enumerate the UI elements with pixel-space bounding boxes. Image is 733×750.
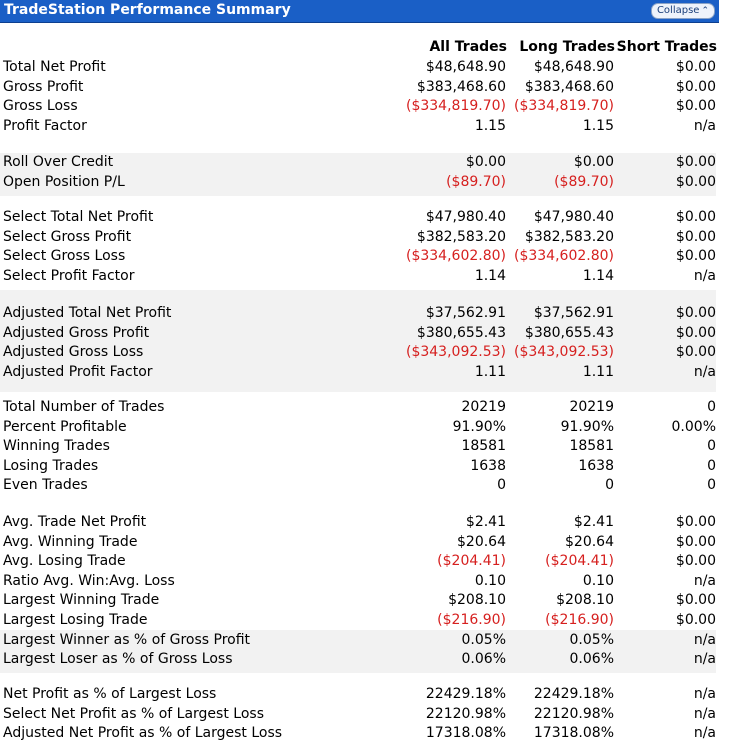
long-trades-value: 0.10 (582, 572, 614, 589)
all-trades-value: $47,980.40 (425, 209, 506, 225)
all-trades-value: 1.14 (474, 267, 506, 284)
row-label: Total Number of Trades (3, 399, 165, 415)
all-trades-value: ($204.41) (437, 553, 506, 570)
long-trades-value: 22120.98% (533, 705, 614, 722)
all-trades-value: $2.41 (465, 514, 506, 530)
table-row (0, 305, 716, 325)
table-row (0, 651, 716, 671)
all-trades-value: $382,583.20 (416, 228, 506, 245)
short-trades-value: $0.00 (675, 98, 716, 115)
short-trades-value: n/a (693, 572, 716, 589)
long-trades-value: ($343,092.53) (514, 344, 614, 361)
table-row (0, 229, 716, 249)
row-label: Largest Winning Trade (3, 592, 160, 609)
table-row (0, 514, 716, 534)
long-trades-value: $0.00 (573, 154, 614, 170)
long-trades-value: 91.90% (560, 418, 614, 435)
table-row (0, 325, 716, 345)
table-row (0, 573, 716, 593)
long-trades-value: 1.11 (582, 363, 614, 380)
row-label: Even Trades (3, 477, 88, 494)
all-trades-value: 22429.18% (425, 686, 506, 702)
short-trades-value: n/a (693, 267, 716, 284)
row-label: Total Net Profit (3, 59, 106, 75)
short-trades-value: $0.00 (675, 209, 716, 225)
all-trades-value: 1638 (470, 457, 506, 474)
long-trades-value: $2.41 (573, 514, 614, 530)
table-row (0, 725, 716, 745)
table-row (0, 477, 716, 497)
short-trades-value: $0.00 (675, 612, 716, 628)
all-trades-value: ($334,602.80) (406, 248, 506, 265)
short-trades-value: $0.00 (675, 344, 716, 361)
short-trades-value: $0.00 (675, 592, 716, 609)
table-row (0, 419, 716, 439)
long-trades-value: ($216.90) (545, 612, 614, 628)
row-label: Select Net Profit as % of Largest Loss (3, 705, 264, 722)
row-label: Percent Profitable (3, 418, 127, 435)
all-trades-value: ($216.90) (437, 612, 506, 628)
short-trades-value: $0.00 (675, 324, 716, 341)
all-trades-value: 18581 (461, 438, 506, 455)
table-row (0, 344, 716, 364)
short-trades-value: $0.00 (675, 59, 716, 75)
collapse-button[interactable] (651, 3, 715, 19)
short-trades-value: n/a (693, 651, 716, 668)
row-label: Avg. Losing Trade (3, 553, 126, 570)
row-label: Gross Profit (3, 78, 84, 95)
table-row (0, 174, 716, 194)
short-trades-value: n/a (693, 725, 716, 742)
long-trades-value: ($334,602.80) (514, 248, 614, 265)
table-row (0, 612, 716, 632)
long-trades-value: $382,583.20 (524, 228, 614, 245)
all-trades-value: 1.15 (474, 117, 506, 134)
short-trades-value: $0.00 (675, 173, 716, 190)
short-trades-value: $0.00 (675, 553, 716, 570)
table-row (0, 59, 716, 79)
row-label: Largest Winner as % of Gross Profit (3, 631, 251, 648)
table-row (0, 534, 716, 554)
row-label: Open Position P/L (3, 173, 125, 190)
table-row (0, 118, 716, 138)
row-label: Select Gross Loss (3, 248, 126, 265)
all-trades-value: $0.00 (465, 154, 506, 170)
long-trades-value: 20219 (569, 399, 614, 415)
all-trades-value: $380,655.43 (416, 324, 506, 341)
all-trades-value: ($343,092.53) (406, 344, 506, 361)
all-trades-value: 17318.08% (425, 725, 506, 742)
row-label: Profit Factor (3, 117, 87, 134)
short-trades-value: 0 (707, 399, 716, 415)
short-trades-value: 0 (707, 438, 716, 455)
table-row (0, 438, 716, 458)
row-label: Avg. Winning Trade (3, 533, 138, 550)
column-header-short-trades: Short Trades (616, 39, 717, 55)
row-label: Adjusted Gross Loss (3, 344, 144, 361)
all-trades-value: $208.10 (448, 592, 506, 609)
long-trades-value: 17318.08% (533, 725, 614, 742)
short-trades-value: n/a (693, 117, 716, 134)
row-label: Ratio Avg. Win:Avg. Loss (3, 572, 175, 589)
all-trades-value: ($89.70) (446, 173, 506, 190)
long-trades-value: $37,562.91 (533, 305, 614, 321)
short-trades-value: 0 (707, 477, 716, 494)
short-trades-value: n/a (693, 705, 716, 722)
all-trades-value: $383,468.60 (416, 78, 506, 95)
table-row (0, 154, 716, 174)
short-trades-value: $0.00 (675, 514, 716, 530)
long-trades-value: 0.05% (569, 631, 614, 648)
table-row (0, 209, 716, 229)
row-label: Adjusted Total Net Profit (3, 305, 172, 321)
all-trades-value: $37,562.91 (425, 305, 506, 321)
long-trades-value: 18581 (569, 438, 614, 455)
all-trades-value: $48,648.90 (425, 59, 506, 75)
row-label: Net Profit as % of Largest Loss (3, 686, 217, 702)
table-row (0, 632, 716, 652)
all-trades-value: 0.06% (461, 651, 506, 668)
short-trades-value: n/a (693, 363, 716, 380)
table-row (0, 268, 716, 288)
short-trades-value: 0 (707, 457, 716, 474)
table-row (0, 399, 716, 419)
long-trades-value: $48,648.90 (533, 59, 614, 75)
short-trades-value: $0.00 (675, 228, 716, 245)
table-row (0, 686, 716, 706)
long-trades-value: $383,468.60 (524, 78, 614, 95)
table-row (0, 98, 716, 118)
all-trades-value: 20219 (461, 399, 506, 415)
short-trades-value: $0.00 (675, 78, 716, 95)
row-label: Select Profit Factor (3, 267, 135, 284)
long-trades-value: ($204.41) (545, 553, 614, 570)
table-row (0, 553, 716, 573)
chevron-up-icon: ⌃ (701, 6, 709, 16)
all-trades-value: 1.11 (474, 363, 506, 380)
all-trades-value: 0.10 (474, 572, 506, 589)
long-trades-value: $47,980.40 (533, 209, 614, 225)
row-label: Select Total Net Profit (3, 209, 154, 225)
long-trades-value: 22429.18% (533, 686, 614, 702)
row-label: Adjusted Profit Factor (3, 363, 153, 380)
table-row (0, 364, 716, 384)
long-trades-value: $208.10 (556, 592, 614, 609)
long-trades-value: ($334,819.70) (514, 98, 614, 115)
row-label: Adjusted Gross Profit (3, 324, 150, 341)
column-header-all-trades: All Trades (429, 39, 507, 55)
row-label: Losing Trades (3, 457, 99, 474)
long-trades-value: ($89.70) (554, 173, 614, 190)
title-bar (0, 0, 719, 23)
long-trades-value: 0.06% (569, 651, 614, 668)
all-trades-value: 22120.98% (425, 705, 506, 722)
row-label: Avg. Trade Net Profit (3, 514, 147, 530)
row-label: Select Gross Profit (3, 228, 132, 245)
collapse-label: Collapse (656, 5, 700, 16)
all-trades-value: 0 (497, 477, 506, 494)
short-trades-value: n/a (693, 631, 716, 648)
row-label: Roll Over Credit (3, 154, 114, 170)
table-row (0, 458, 716, 478)
all-trades-value: 91.90% (452, 418, 506, 435)
short-trades-value: 0.00% (671, 418, 716, 435)
short-trades-value: $0.00 (675, 154, 716, 170)
row-label: Winning Trades (3, 438, 110, 455)
short-trades-value: $0.00 (675, 533, 716, 550)
long-trades-value: 1.14 (582, 267, 614, 284)
short-trades-value: n/a (693, 686, 716, 702)
long-trades-value: 0 (605, 477, 614, 494)
short-trades-value: $0.00 (675, 248, 716, 265)
table-row (0, 706, 716, 726)
table-row (0, 79, 716, 99)
all-trades-value: ($334,819.70) (406, 98, 506, 115)
row-label: Adjusted Net Profit as % of Largest Loss (3, 725, 283, 742)
all-trades-value: $20.64 (457, 533, 506, 550)
table-row (0, 592, 716, 612)
row-label: Largest Losing Trade (3, 612, 148, 628)
long-trades-value: $380,655.43 (524, 324, 614, 341)
column-header-long-trades: Long Trades (519, 39, 615, 55)
page-title: TradeStation Performance Summary (4, 2, 291, 18)
all-trades-value: 0.05% (461, 631, 506, 648)
long-trades-value: 1638 (578, 457, 614, 474)
table-row (0, 248, 716, 268)
long-trades-value: $20.64 (565, 533, 614, 550)
short-trades-value: $0.00 (675, 305, 716, 321)
row-label: Largest Loser as % of Gross Loss (3, 651, 233, 668)
row-label: Gross Loss (3, 98, 78, 115)
long-trades-value: 1.15 (582, 117, 614, 134)
